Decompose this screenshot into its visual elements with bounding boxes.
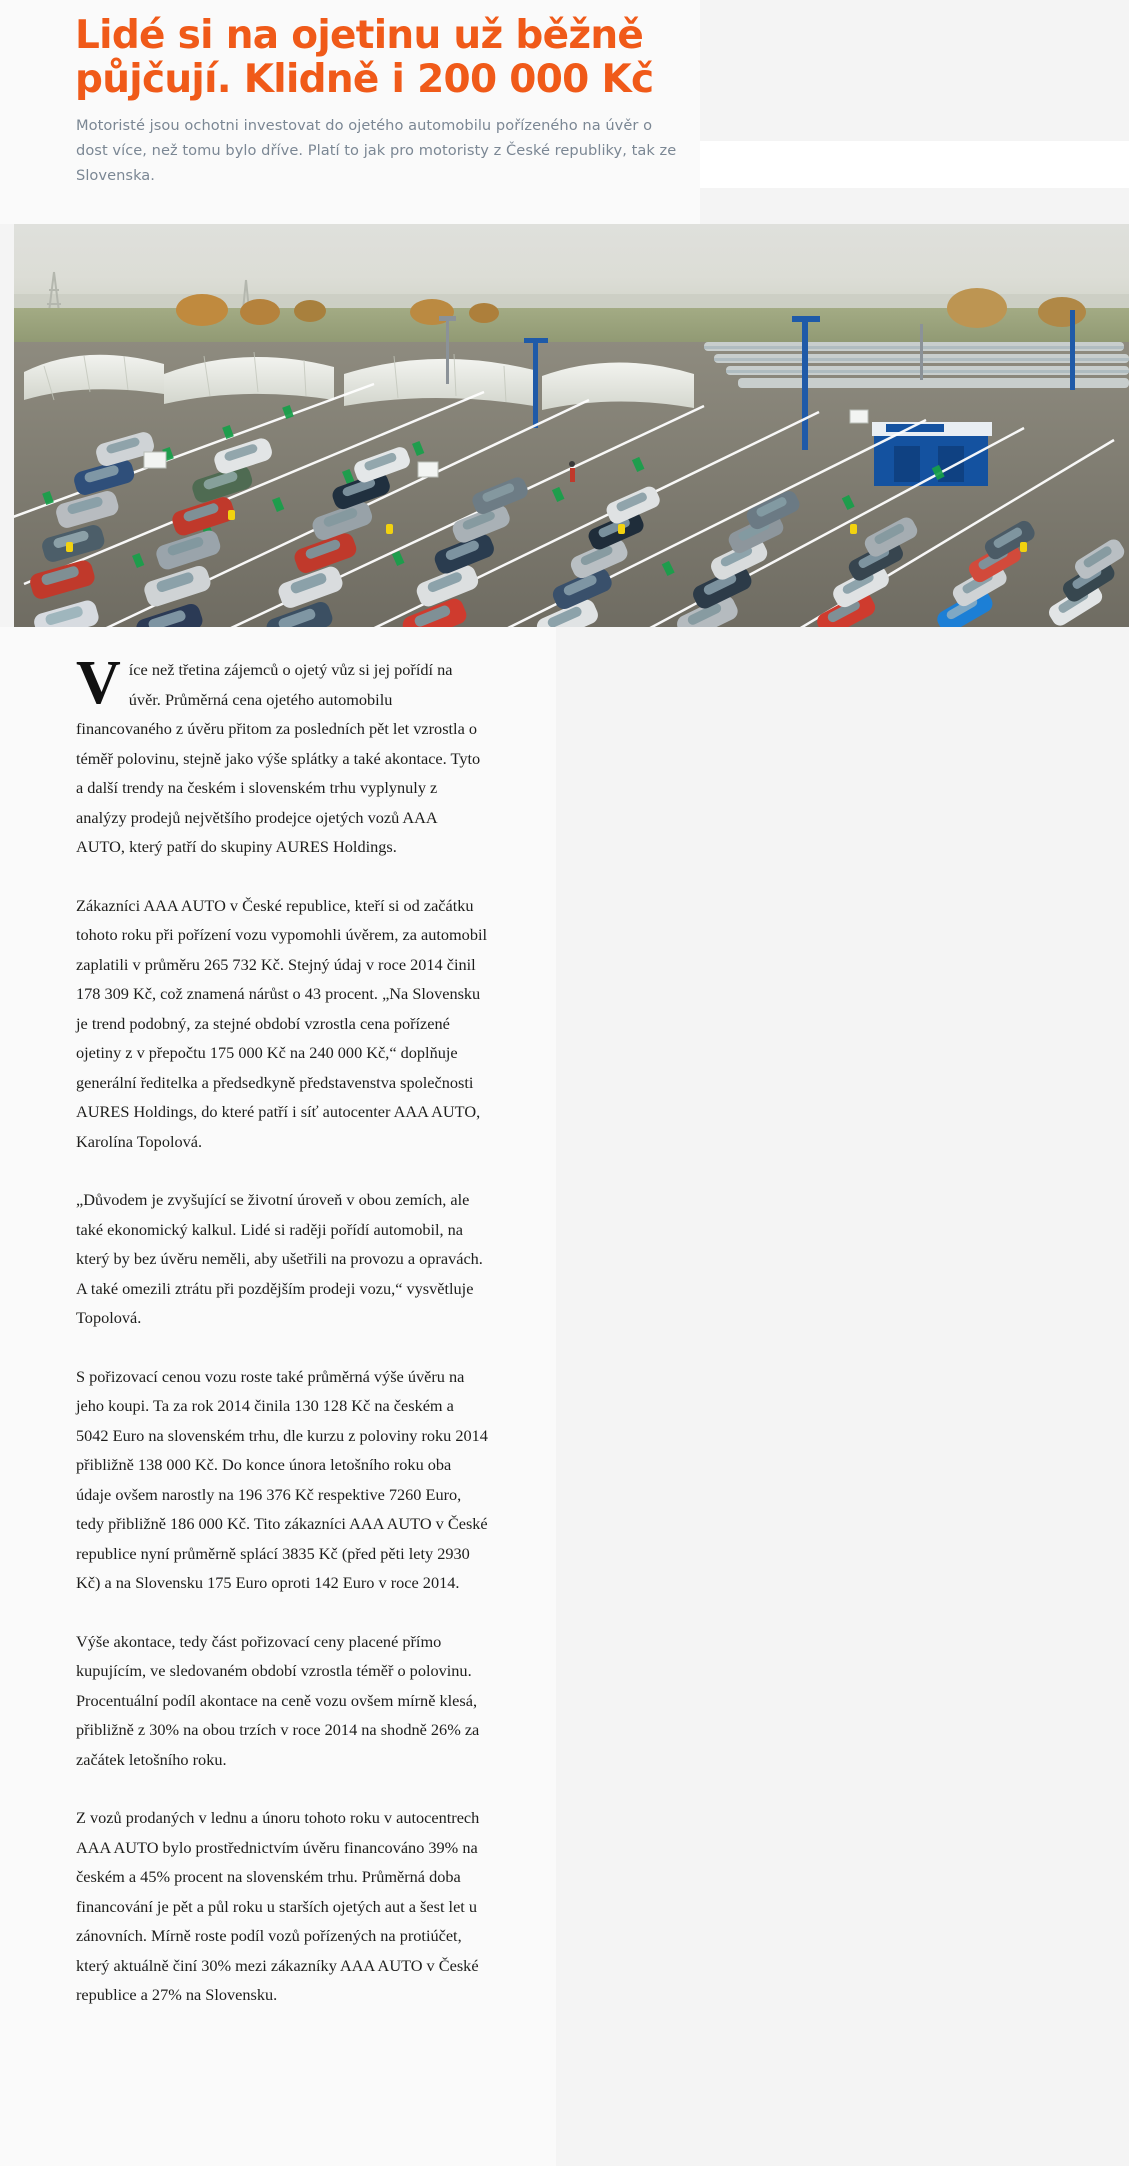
ad-slot-placeholder[interactable] (700, 141, 1129, 188)
article-body (76, 649, 488, 2039)
hero-image (14, 224, 1129, 627)
article-paragraph: „Důvodem je zvyšující se životní úroveň v obou zemích, ale také ekonomický kalkul. Lidé si raději pořídí automobil, na který by bez úvěru neměli, aby ušetřili na provozu a opravách. A také omezili ztrátu při pozdějším prodeji vozu,“ vysvětluje Topolová. (76, 1190, 483, 1327)
article-paragraph: S pořizovací cenou vozu roste také průměrná výše úvěru na jeho koupi. Ta za rok 2014 činila 130 128 Kč na českém a 5042 Euro na slovenském trhu, dle kurzu z poloviny roku 2014 přibližně 138 000 Kč. Do konce února letošního roku oba údaje ovšem narostly na 196 376 Kč respektive 7260 Euro, tedy přibližně 186 000 Kč. Tito zákazníci AAA AUTO v České republice nyní průměrně splácí 3835 Kč (před pěti lety 2930 Kč) a na Slovensku 175 Euro oproti 142 Euro v roce 2014. (76, 1366, 488, 1592)
article-paragraph: Zákazníci AAA AUTO v České republice, kteří si od začátku tohoto roku při pořízení vozu vypomohli úvěrem, za automobil zaplatili v průměru 265 732 Kč. Stejný údaj v roce 2014 činil 178 309 Kč, což znamená nárůst o 43 procent. „Na Slovensku je trend podobný, za stejné období vzrostla cena pořízené ojetiny z v přepočtu 175 000 Kč na 240 000 Kč,“ doplňuje generální ředitelka a předsedkyně představenstva společnosti AURES Holdings, do které patří i síť autocenter AAA AUTO, Karolína Topolová. (76, 895, 488, 1151)
article-paragraph: Z vozů prodaných v lednu a únoru tohoto roku v autocentrech AAA AUTO bylo prostřednictvím úvěru financováno 39% na českém a 45% procent na slovenském trhu. Průměrná doba financování je pět a půl roku u starších ojetých aut a šest let u zánovních. Mírně roste podíl vozů pořízených na protiúčet, který aktuálně činí 30% mezi zákazníky AAA AUTO v České republice a 27% na Slovensku. (76, 1808, 480, 2004)
header-right-background (700, 0, 1129, 141)
article-paragraph: Více než třetina zájemců o ojetý vůz si jej pořídí na úvěr. Průměrná cena ojetého automobilu financovaného z úvěru přitom za posledních pět let vzrostla o téměř polovinu, stejně jako výše splátky a také akontace. Tyto a další trendy na českém i slovenském trhu vyplynuly z analýzy prodejů největšího prodejce ojetých vozů AAA AUTO, který patří do skupiny AURES Holdings. (76, 649, 481, 856)
right-rail-background (556, 627, 1129, 2166)
article-paragraph: Výše akontace, tedy část pořizovací ceny placené přímo kupujícím, ve sledovaném období vzrostla téměř o polovinu. Procentuální podíl akontace na ceně vozu ovšem mírně klesá, přibližně z 30% na obou trzích v roce 2014 na shodně 26% za začátek letošního roku. (76, 1631, 480, 1769)
page-title: Lidé si na ojetinu už běžně půjčují. Klidně i 200 000 Kč (75, 13, 654, 102)
article-perex: Motoristé jsou ochotni investovat do ojetého automobilu pořízeného na úvěr o dost více, než tomu bylo dříve. Platí to jak pro motoristy z České republiky, tak ze Slovenska. (76, 117, 677, 184)
